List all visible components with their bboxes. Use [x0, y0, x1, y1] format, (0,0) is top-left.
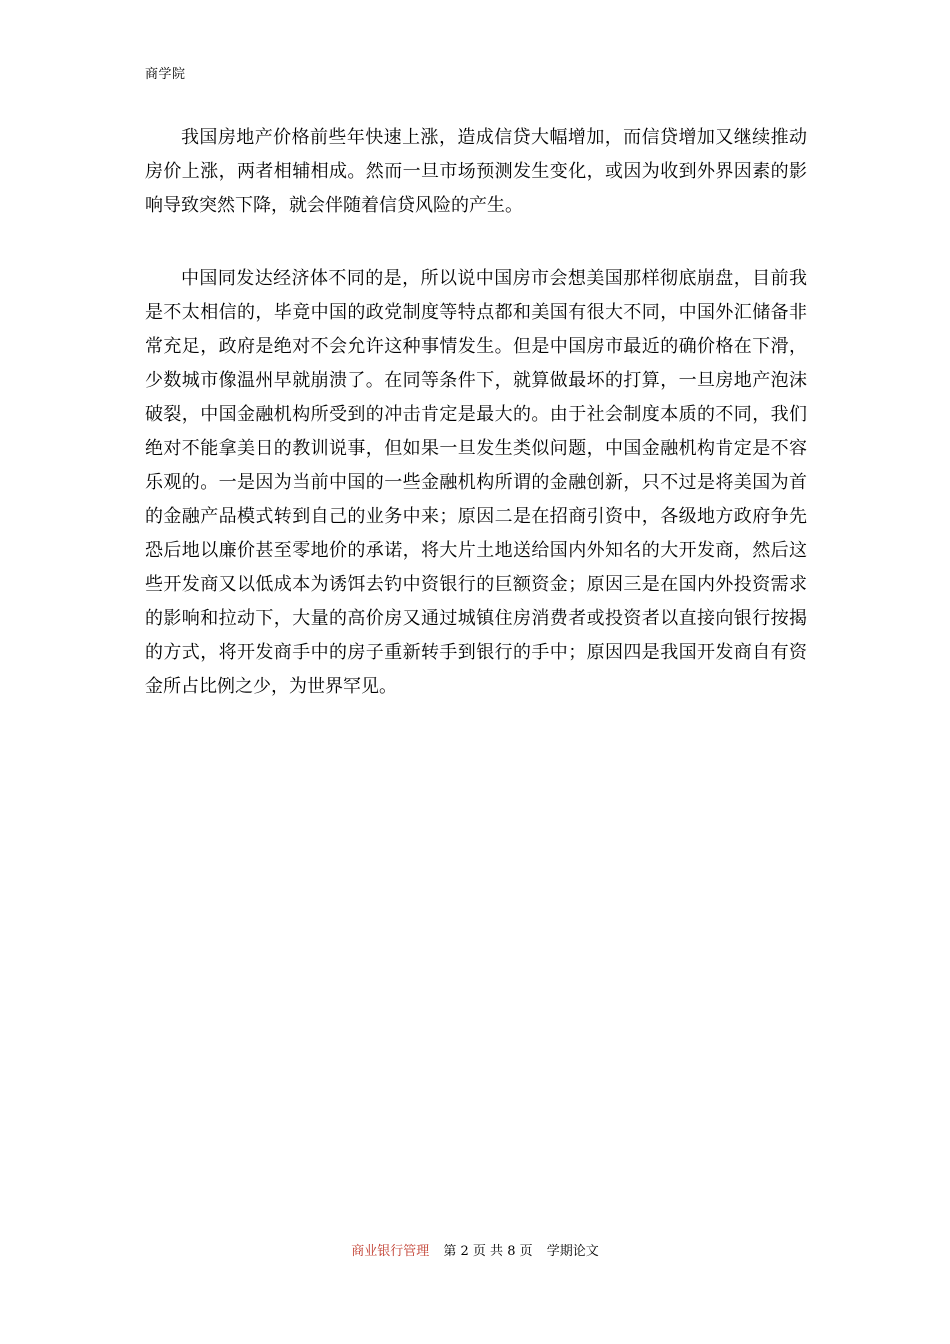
page-footer — [0, 1243, 950, 1261]
page-header: 商学院 — [145, 67, 186, 82]
footer-course-title: 商业银行管理 — [351, 1244, 430, 1259]
footer-document-type: 学期论文 — [546, 1244, 599, 1259]
body-paragraph-1: 我国房地产价格前些年快速上涨，造成信贷大幅增加，而信贷增加又继续推动房价上涨，两者相辅相成。然而一旦市场预测发生变化，或因为收到外界因素的影响导致突然下降，就会伴随着信贷风险的产生。 — [145, 127, 807, 216]
body-paragraph-2: 中国同发达经济体不同的是，所以说中国房市会想美国那样彻底崩盘，目前我是不太相信的，毕竟中国的政党制度等特点都和美国有很大不同，中国外汇储备非常充足，政府是绝对不会允许这种事情发生。但是中国房市最近的确价格在下滑，少数城市像温州早就崩溃了。在同等条件下，就算做最坏的打算，一旦房地产泡沫破裂，中国金融机构所受到的冲击肯定是最大的。由于社会制度本质的不同，我们绝对不能拿美日的教训说事，但如果一旦发生类似问题，中国金融机构肯定是不容乐观的。一是因为当前中国的一些金融机构所谓的金融创新，只不过是将美国为首的金融产品模式转到自己的业务中来；原因二是在招商引资中，各级地方政府争先恐后地以廉价甚至零地价的承诺，将大片土地送给国内外知名的大开发商，然后这些开发商又以低成本为诱饵去钓中资银行的巨额资金；原因三是在国内外投资需求的影响和拉动下，大量的高价房又通过城镇住房消费者或投资者以直接向银行按揭的方式，将开发商手中的房子重新转手到银行的手中；原因四是我国开发商自有资金所占比例之少，为世界罕见。 — [145, 268, 807, 697]
footer-page-info: 第 2 页 共 8 页 — [443, 1244, 533, 1259]
